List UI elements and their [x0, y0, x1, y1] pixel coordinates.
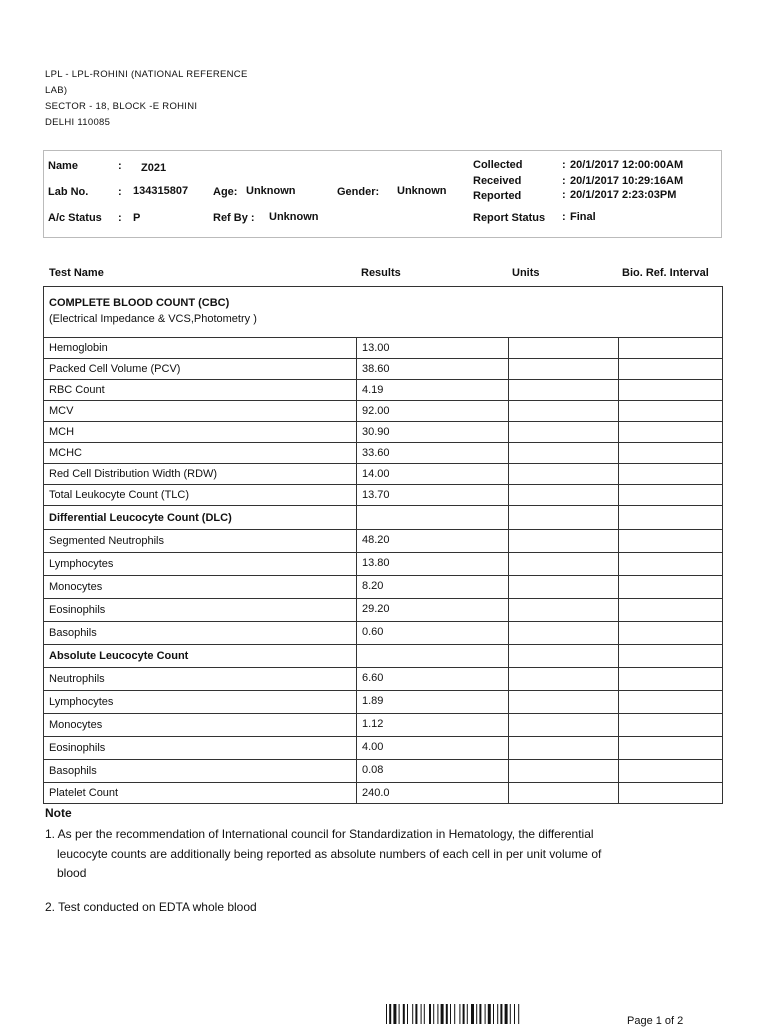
- received-value: 20/1/2017 10:29:16AM: [570, 175, 684, 187]
- refby-label: Ref By :: [213, 212, 255, 224]
- gender-label: Gender:: [337, 186, 380, 198]
- separator: :: [562, 159, 566, 171]
- result-value: 38.60: [357, 359, 509, 380]
- barcode-bar: [485, 1004, 486, 1024]
- lab-address-line: SECTOR - 18, BLOCK -E ROHINI: [45, 101, 198, 112]
- table-row: [44, 737, 723, 760]
- barcode-bar: [500, 1004, 502, 1024]
- name-label: Name: [48, 160, 78, 172]
- barcode-bar: [415, 1004, 417, 1024]
- ref-interval-cell: [619, 668, 723, 691]
- table-row: [44, 691, 723, 714]
- separator: :: [118, 160, 122, 172]
- barcode-bar: [441, 1004, 444, 1024]
- dlc-title: Differential Leucocyte Count (DLC): [44, 506, 357, 530]
- patient-info-box: [43, 150, 722, 238]
- separator: :: [118, 186, 122, 198]
- separator: :: [562, 175, 566, 187]
- ref-interval-cell: [619, 443, 723, 464]
- units-cell: [509, 359, 619, 380]
- table-row: [44, 380, 723, 401]
- barcode-bar: [412, 1004, 413, 1024]
- barcode-bar: [463, 1004, 465, 1024]
- test-name: Lymphocytes: [44, 553, 357, 576]
- alc-title: Absolute Leucocyte Count: [44, 645, 357, 668]
- ref-interval-cell: [619, 359, 723, 380]
- note-title: Note: [45, 806, 72, 820]
- barcode-bar: [433, 1004, 434, 1024]
- ref-interval-cell: [619, 530, 723, 553]
- result-value: 30.90: [357, 422, 509, 443]
- name-value: Z021: [141, 162, 167, 174]
- barcode-bar: [497, 1004, 498, 1024]
- lab-address-line: LPL - LPL-ROHINI (NATIONAL REFERENCE: [45, 69, 248, 80]
- ref-interval-cell: [619, 645, 723, 668]
- section-method: (Electrical Impedance & VCS,Photometry ): [49, 313, 257, 325]
- labno-label: Lab No.: [48, 186, 89, 198]
- result-value: 13.00: [357, 338, 509, 359]
- units-cell: [509, 691, 619, 714]
- barcode-bar: [493, 1004, 494, 1024]
- table-row: [44, 401, 723, 422]
- barcode-bar: [389, 1004, 391, 1024]
- result-value: 6.60: [357, 668, 509, 691]
- result-value: 13.80: [357, 553, 509, 576]
- ref-interval-cell: [619, 553, 723, 576]
- age-value: Unknown: [246, 185, 296, 197]
- table-row: [44, 714, 723, 737]
- test-name: Monocytes: [44, 714, 357, 737]
- units-cell: [509, 338, 619, 359]
- barcode-bar: [518, 1004, 519, 1024]
- result-value: 33.60: [357, 443, 509, 464]
- result-value: 29.20: [357, 599, 509, 622]
- table-row: [44, 599, 723, 622]
- test-name: Packed Cell Volume (PCV): [44, 359, 357, 380]
- test-name: Basophils: [44, 622, 357, 645]
- gender-value: Unknown: [397, 185, 447, 197]
- result-value: 8.20: [357, 576, 509, 599]
- test-name: Platelet Count: [44, 783, 357, 804]
- reported-value: 20/1/2017 2:23:03PM: [570, 189, 677, 201]
- units-cell: [509, 760, 619, 783]
- ref-interval-cell: [619, 464, 723, 485]
- ref-interval-cell: [619, 485, 723, 506]
- result-value: 92.00: [357, 401, 509, 422]
- report-status-label: Report Status: [473, 212, 546, 224]
- table-row: [44, 485, 723, 506]
- collected-value: 20/1/2017 12:00:00AM: [570, 159, 684, 171]
- dlc-header-row: [44, 506, 723, 530]
- table-row: [44, 422, 723, 443]
- received-label: Received: [473, 175, 522, 187]
- barcode-bar: [424, 1004, 425, 1024]
- units-cell: [509, 401, 619, 422]
- collected-label: Collected: [473, 159, 523, 171]
- result-value: 48.20: [357, 530, 509, 553]
- barcode-bar: [429, 1004, 431, 1024]
- table-row: [44, 553, 723, 576]
- barcode-bar: [393, 1004, 396, 1024]
- ref-interval-cell: [619, 422, 723, 443]
- col-results: Results: [361, 267, 401, 279]
- section-title: COMPLETE BLOOD COUNT (CBC): [49, 297, 230, 309]
- test-name: Neutrophils: [44, 668, 357, 691]
- test-name: Monocytes: [44, 576, 357, 599]
- units-cell: [509, 576, 619, 599]
- ac-status-value: P: [133, 212, 141, 224]
- units-cell: [509, 668, 619, 691]
- test-name: MCH: [44, 422, 357, 443]
- test-name: Lymphocytes: [44, 691, 357, 714]
- note-2: 2. Test conducted on EDTA whole blood: [45, 900, 257, 914]
- barcode-bar: [450, 1004, 451, 1024]
- ref-interval-cell: [619, 760, 723, 783]
- section-header-row: [44, 287, 723, 338]
- barcode-image: [386, 1004, 550, 1024]
- table-row: [44, 464, 723, 485]
- result-value: 13.70: [357, 485, 509, 506]
- table-row: [44, 443, 723, 464]
- ref-interval-cell: [619, 338, 723, 359]
- ref-interval-cell: [619, 506, 723, 530]
- labno-value: 134315807: [133, 185, 189, 197]
- table-row: [44, 359, 723, 380]
- barcode-bar: [459, 1004, 460, 1024]
- table-row: [44, 530, 723, 553]
- result-value: [357, 645, 509, 668]
- ref-interval-cell: [619, 714, 723, 737]
- result-value: [357, 506, 509, 530]
- col-test-name: Test Name: [49, 267, 104, 279]
- test-name: MCHC: [44, 443, 357, 464]
- reported-label: Reported: [473, 190, 522, 202]
- barcode-bar: [471, 1004, 474, 1024]
- test-name: Total Leukocyte Count (TLC): [44, 485, 357, 506]
- lab-address: [45, 67, 248, 131]
- barcode-bar: [510, 1004, 511, 1024]
- age-label: Age:: [213, 186, 238, 198]
- units-cell: [509, 599, 619, 622]
- table-row: [44, 760, 723, 783]
- lab-address-line: DELHI 110085: [45, 117, 111, 128]
- barcode-bar: [505, 1004, 508, 1024]
- table-row: [44, 783, 723, 804]
- result-value: 1.89: [357, 691, 509, 714]
- results-table: [43, 286, 723, 804]
- table-row: [44, 668, 723, 691]
- barcode-bar: [399, 1004, 400, 1024]
- ref-interval-cell: [619, 737, 723, 760]
- units-cell: [509, 553, 619, 576]
- barcode-bar: [446, 1004, 448, 1024]
- note-1-line: blood: [57, 866, 87, 880]
- barcode-bar: [386, 1004, 387, 1024]
- test-name: MCV: [44, 401, 357, 422]
- col-ref-interval: Bio. Ref. Interval: [622, 267, 709, 279]
- units-cell: [509, 645, 619, 668]
- barcode-bar: [421, 1004, 422, 1024]
- separator: :: [562, 211, 566, 223]
- ref-interval-cell: [619, 380, 723, 401]
- note-1-line: leucocyte counts are additionally being reported as absolute numbers of each cell in per unit volume of: [57, 846, 602, 861]
- units-cell: [509, 485, 619, 506]
- ref-interval-cell: [619, 401, 723, 422]
- barcode-bar: [488, 1004, 491, 1024]
- test-name: Hemoglobin: [44, 338, 357, 359]
- table-row: [44, 338, 723, 359]
- test-name: Segmented Neutrophils: [44, 530, 357, 553]
- ref-interval-cell: [619, 599, 723, 622]
- units-cell: [509, 737, 619, 760]
- test-name: Eosinophils: [44, 599, 357, 622]
- units-cell: [509, 622, 619, 645]
- barcode-bar: [479, 1004, 481, 1024]
- ref-interval-cell: [619, 783, 723, 804]
- test-name: Basophils: [44, 760, 357, 783]
- test-name: RBC Count: [44, 380, 357, 401]
- result-value: 4.19: [357, 380, 509, 401]
- alc-header-row: [44, 645, 723, 668]
- result-value: 4.00: [357, 737, 509, 760]
- units-cell: [509, 506, 619, 530]
- note-1-line: 1. As per the recommendation of International council for Standardization in Hematology, the differential: [45, 827, 594, 841]
- ref-interval-cell: [619, 691, 723, 714]
- units-cell: [509, 530, 619, 553]
- separator: :: [562, 189, 566, 201]
- units-cell: [509, 443, 619, 464]
- col-units: Units: [512, 267, 540, 279]
- result-value: 14.00: [357, 464, 509, 485]
- lab-address-line: LAB): [45, 85, 68, 96]
- barcode-bar: [514, 1004, 515, 1024]
- separator: :: [118, 212, 122, 224]
- units-cell: [509, 380, 619, 401]
- ref-interval-cell: [619, 622, 723, 645]
- test-name: Red Cell Distribution Width (RDW): [44, 464, 357, 485]
- refby-value: Unknown: [269, 211, 319, 223]
- units-cell: [509, 422, 619, 443]
- barcode-bar: [407, 1004, 408, 1024]
- table-row: [44, 622, 723, 645]
- table-row: [44, 576, 723, 599]
- section-cell: [44, 287, 723, 338]
- barcode-bar: [476, 1004, 477, 1024]
- result-value: 1.12: [357, 714, 509, 737]
- units-cell: [509, 714, 619, 737]
- barcode-bar: [403, 1004, 405, 1024]
- barcode-bar: [467, 1004, 468, 1024]
- test-name: Eosinophils: [44, 737, 357, 760]
- units-cell: [509, 783, 619, 804]
- units-cell: [509, 464, 619, 485]
- report-status-value: Final: [570, 211, 596, 223]
- result-value: 0.08: [357, 760, 509, 783]
- barcode-bar: [454, 1004, 455, 1024]
- result-value: 240.0: [357, 783, 509, 804]
- page-number: Page 1 of 2: [627, 1015, 684, 1027]
- ac-status-label: A/c Status: [48, 212, 102, 224]
- ref-interval-cell: [619, 576, 723, 599]
- note-1: [45, 825, 645, 884]
- result-value: 0.60: [357, 622, 509, 645]
- barcode-bar: [437, 1004, 438, 1024]
